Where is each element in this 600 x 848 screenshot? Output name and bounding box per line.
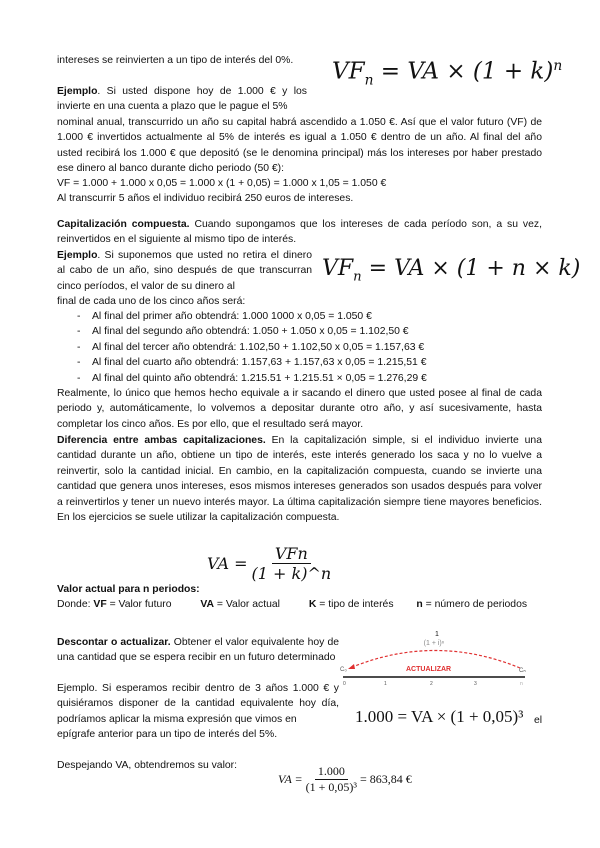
example-label: Ejemplo [57,250,98,261]
def-symbol: VF [93,599,107,610]
def-text: = número de periodos [422,599,528,610]
compound-conclusion: Realmente, lo único que hemos hecho equivale a ir sacando el dinero que usted posee al final de cada periodo y, automáticamente, lo volvemos a depositar durante otro año, y así sucesivamente, hasta completar los cinco años. Es por ello, que el resultado será mayor. [57,388,542,430]
five-years-text: Al transcurrir 5 años el individuo recibirá 250 euros de intereses. [57,193,354,204]
discount-example-tail: epígrafe anterior para un tipo de interés del 5%. [57,729,278,740]
example-label: Ejemplo [57,86,98,97]
def-symbol: VA [200,599,215,610]
result-num: 1.000 [315,764,348,780]
tick-label: 1 [384,681,387,687]
discount-timeline-diagram [335,628,535,698]
difference-title: Diferencia entre ambas capitalizaciones. [57,435,266,446]
discount-example: Ejemplo. Si esperamos recibir dentro de 3 años 1.000 € y quisiéramos disponer de la cantidad equivalente hoy día, podríamos aplicar la misma expresión que vimos en [57,683,339,725]
simple-example [57,84,307,115]
def-text: = Valor futuro [106,599,172,610]
despejando-text: Despejando VA, obtendremos su valor: [57,760,238,771]
list-item: - Al final del tercer año obtendrá: 1.102,50 + 1.102,50 x 0,05 = 1.157,63 € [57,340,542,355]
present-value-formula [207,544,331,583]
formula-numerator: VFn [272,544,311,564]
tick-label: 0 [343,681,346,687]
difference-text: En la capitalización simple, si el individuo invierte una cantidad durante un año, obtiene un tipo de interés, este interés generado los saca y no lo vuelve a reinvertir, solo la cantidad inicial. En cambio, en la capitalización compuesta, cuando se invierte una cantidad que genera unos intereses, esos mismos intereses generados son usados después para volver a reinvertirlos y tener un nuevo interés mayor. La última capitalización siempre tiene mayores beneficios. En los ejercicios se suele utilizar la capitalización compuesta. [57,435,542,524]
result-rhs: = 863,84 € [360,772,412,786]
result-lhs: VA = [278,772,303,786]
discount-section [57,635,339,666]
list-item: - Al final del segundo año obtendrá: 1.050 + 1.050 x 0,05 = 1.102,50 € [57,324,542,339]
tick-label: 3 [474,681,477,687]
intro-tail: intereses se reinvierten a un tipo de interés del 0%. [57,55,294,66]
formula-denominator: (1 + k)^n [251,564,332,583]
el-word: el [534,715,543,726]
discount-title: Descontar o actualizar. [57,637,171,648]
def-text: = Valor actual [214,599,280,610]
def-symbol: K [308,599,317,610]
compound-example-cont: final de cada uno de los cinco años será: [57,296,246,307]
tick-label: 2 [430,681,433,687]
compound-formula: $VF_n$ = VA × (1 + n × k) [322,256,581,285]
compound-section [57,217,542,248]
discount-text: Obtener el valor equivalente hoy de una cantidad que se espera recibir en un futuro determinado [57,637,339,664]
formula-fraction [252,544,332,583]
list-item: - Al final del cuarto año obtendrá: 1.157,63 + 1.157,63 x 0,05 = 1.215,51 € [57,355,542,370]
list-item: - Al final del primer año obtendrá: 1.000 1000 x 0,05 = 1.050 € [57,309,542,324]
diagram-factor [423,630,447,648]
factor-den: (1 + i)ⁿ [423,640,445,647]
result-formula [278,764,412,795]
donde-label: Donde: [57,599,91,610]
simple-example-cont: nominal anual, transcurrido un año su capital habrá ascendido a 1.050 €. Así que el valor futuro (VF) de 1.000 € invertidos actualmente al 5% de interés es igual a 1.050 € dentro de un año. Al final del año usted recibirá los 1.000 € que depositó (se le denomina principal) más los intereses por haber prestado ese dinero al banco durante dicho periodo (50 €): [57,117,542,175]
compound-example [57,248,312,294]
difference-section [57,433,542,525]
list-item: - Al final del quinto año obtendrá: 1.215.51 + 1.215.51 × 0,05 = 1.276,29 € [57,371,542,386]
simple-formula: $VF_n$ = VA × $(1 + k)^n$ [332,58,563,89]
formula-lhs: VA = [207,554,248,573]
result-fraction [306,764,357,795]
arrow-head-icon [348,664,355,669]
factor-num: 1 [435,631,439,638]
cn-label: Cₙ [519,668,526,674]
tick-label: n [520,681,523,687]
discount-formula: 1.000 = VA × (1 + 0,05)³ [355,707,524,726]
example-text: . Si suponemos que usted no retira el dinero al cabo de un año, sino después de que transcurran cinco períodos, el valor de su dinero al [57,250,312,292]
compound-title: Capitalización compuesta. [57,219,190,230]
result-den: (1 + 0,05)³ [305,780,358,794]
actualizar-label: ACTUALIZAR [406,666,452,673]
example-text: . Si usted dispone hoy de 1.000 € y los invierte en una cuenta a plazo que le pague el 5% [57,86,307,113]
c0-label: C₀ [340,667,347,673]
compound-year-list [57,309,542,386]
def-symbol: n [416,599,423,610]
simple-calc: VF = 1.000 + 1.000 x 0,05 = 1.000 x (1 + 0,05) = 1.000 x 1,05 = 1.050 € [57,178,387,189]
compound-text: Cuando supongamos que los intereses de cada período son, a su vez, reinvertidos en el siguiente al mismo tipo de interés. [57,219,542,246]
present-value-title: Valor actual para n periodos: [57,584,200,595]
def-text: = tipo de interés [316,599,394,610]
definitions-line [57,597,547,612]
